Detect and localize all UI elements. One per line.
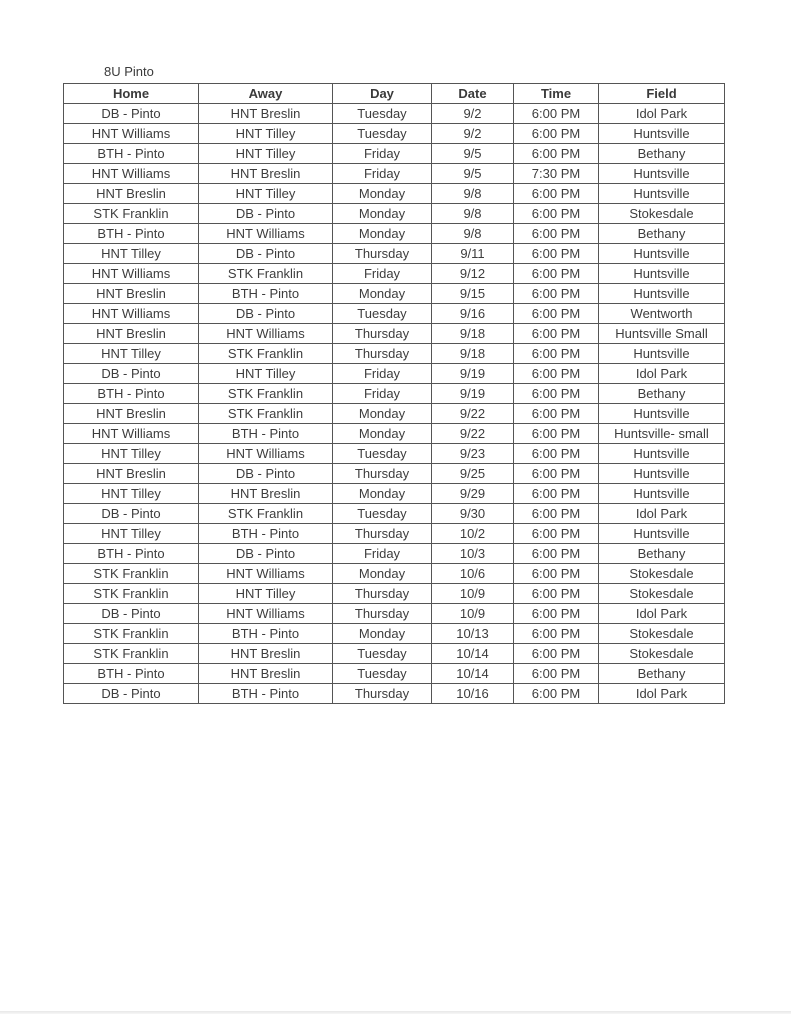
cell-home: BTH - Pinto: [64, 544, 199, 564]
table-row: [64, 404, 725, 424]
table-row: [64, 124, 725, 144]
cell-home: HNT Tilley: [64, 524, 199, 544]
cell-away: BTH - Pinto: [199, 284, 333, 304]
table-row: [64, 284, 725, 304]
cell-time: 6:00 PM: [514, 644, 599, 664]
cell-day: Monday: [333, 404, 432, 424]
cell-time: 7:30 PM: [514, 164, 599, 184]
cell-day: Friday: [333, 144, 432, 164]
cell-day: Thursday: [333, 324, 432, 344]
table-row: [64, 464, 725, 484]
table-row: [64, 324, 725, 344]
cell-field: Bethany: [599, 224, 725, 244]
cell-away: DB - Pinto: [199, 544, 333, 564]
cell-time: 6:00 PM: [514, 484, 599, 504]
cell-field: Bethany: [599, 544, 725, 564]
table-row: [64, 524, 725, 544]
cell-day: Tuesday: [333, 304, 432, 324]
cell-day: Friday: [333, 364, 432, 384]
cell-time: 6:00 PM: [514, 184, 599, 204]
cell-field: Stokesdale: [599, 564, 725, 584]
schedule-body: [64, 104, 725, 704]
cell-date: 9/2: [432, 124, 514, 144]
cell-field: Bethany: [599, 664, 725, 684]
cell-date: 9/11: [432, 244, 514, 264]
table-row: [64, 384, 725, 404]
cell-time: 6:00 PM: [514, 584, 599, 604]
table-row: [64, 504, 725, 524]
cell-date: 10/14: [432, 664, 514, 684]
cell-field: Idol Park: [599, 604, 725, 624]
cell-away: BTH - Pinto: [199, 524, 333, 544]
cell-away: HNT Williams: [199, 444, 333, 464]
cell-day: Friday: [333, 164, 432, 184]
cell-time: 6:00 PM: [514, 684, 599, 704]
cell-day: Thursday: [333, 344, 432, 364]
cell-away: HNT Breslin: [199, 484, 333, 504]
cell-away: HNT Tilley: [199, 364, 333, 384]
cell-away: STK Franklin: [199, 384, 333, 404]
cell-home: HNT Tilley: [64, 344, 199, 364]
schedule-table: [63, 83, 725, 704]
cell-away: HNT Breslin: [199, 644, 333, 664]
cell-day: Monday: [333, 564, 432, 584]
cell-time: 6:00 PM: [514, 564, 599, 584]
cell-away: HNT Williams: [199, 604, 333, 624]
cell-home: HNT Williams: [64, 424, 199, 444]
cell-time: 6:00 PM: [514, 384, 599, 404]
cell-home: HNT Williams: [64, 124, 199, 144]
cell-day: Monday: [333, 204, 432, 224]
cell-day: Friday: [333, 544, 432, 564]
cell-day: Tuesday: [333, 104, 432, 124]
cell-home: STK Franklin: [64, 204, 199, 224]
cell-day: Thursday: [333, 584, 432, 604]
cell-home: HNT Williams: [64, 164, 199, 184]
cell-home: HNT Breslin: [64, 464, 199, 484]
cell-field: Huntsville: [599, 484, 725, 504]
cell-home: HNT Tilley: [64, 444, 199, 464]
cell-field: Huntsville- small: [599, 424, 725, 444]
cell-away: HNT Tilley: [199, 184, 333, 204]
cell-date: 9/23: [432, 444, 514, 464]
cell-day: Tuesday: [333, 644, 432, 664]
cell-date: 9/19: [432, 384, 514, 404]
cell-field: Idol Park: [599, 104, 725, 124]
cell-home: BTH - Pinto: [64, 224, 199, 244]
header-field: Field: [599, 84, 725, 104]
cell-field: Idol Park: [599, 364, 725, 384]
cell-field: Idol Park: [599, 684, 725, 704]
cell-day: Monday: [333, 624, 432, 644]
cell-time: 6:00 PM: [514, 504, 599, 524]
cell-date: 9/19: [432, 364, 514, 384]
cell-home: DB - Pinto: [64, 104, 199, 124]
cell-away: HNT Breslin: [199, 164, 333, 184]
cell-field: Huntsville: [599, 404, 725, 424]
cell-home: STK Franklin: [64, 584, 199, 604]
cell-date: 9/8: [432, 184, 514, 204]
cell-home: HNT Breslin: [64, 404, 199, 424]
table-row: [64, 484, 725, 504]
cell-date: 10/14: [432, 644, 514, 664]
cell-away: STK Franklin: [199, 264, 333, 284]
cell-home: DB - Pinto: [64, 504, 199, 524]
cell-day: Friday: [333, 384, 432, 404]
cell-date: 9/5: [432, 144, 514, 164]
cell-time: 6:00 PM: [514, 624, 599, 644]
cell-field: Huntsville: [599, 524, 725, 544]
cell-time: 6:00 PM: [514, 544, 599, 564]
cell-field: Huntsville: [599, 464, 725, 484]
table-row: [64, 344, 725, 364]
table-row: [64, 584, 725, 604]
table-row: [64, 444, 725, 464]
cell-date: 9/2: [432, 104, 514, 124]
cell-date: 9/30: [432, 504, 514, 524]
header-date: Date: [432, 84, 514, 104]
cell-field: Huntsville: [599, 264, 725, 284]
cell-date: 10/9: [432, 604, 514, 624]
cell-time: 6:00 PM: [514, 124, 599, 144]
cell-time: 6:00 PM: [514, 464, 599, 484]
table-row: [64, 604, 725, 624]
cell-time: 6:00 PM: [514, 224, 599, 244]
cell-date: 9/25: [432, 464, 514, 484]
cell-home: BTH - Pinto: [64, 384, 199, 404]
cell-away: HNT Williams: [199, 224, 333, 244]
cell-date: 10/16: [432, 684, 514, 704]
cell-day: Monday: [333, 284, 432, 304]
cell-field: Bethany: [599, 144, 725, 164]
cell-home: STK Franklin: [64, 564, 199, 584]
cell-home: STK Franklin: [64, 624, 199, 644]
cell-day: Friday: [333, 264, 432, 284]
table-row: [64, 684, 725, 704]
cell-field: Huntsville: [599, 244, 725, 264]
header-day: Day: [333, 84, 432, 104]
table-row: [64, 224, 725, 244]
cell-time: 6:00 PM: [514, 144, 599, 164]
cell-time: 6:00 PM: [514, 664, 599, 684]
table-row: [64, 264, 725, 284]
cell-day: Thursday: [333, 464, 432, 484]
cell-home: HNT Williams: [64, 304, 199, 324]
cell-field: Stokesdale: [599, 584, 725, 604]
cell-home: HNT Williams: [64, 264, 199, 284]
cell-away: HNT Tilley: [199, 584, 333, 604]
cell-away: DB - Pinto: [199, 244, 333, 264]
cell-home: STK Franklin: [64, 644, 199, 664]
cell-date: 9/18: [432, 344, 514, 364]
cell-day: Tuesday: [333, 444, 432, 464]
cell-home: BTH - Pinto: [64, 144, 199, 164]
cell-field: Huntsville: [599, 444, 725, 464]
table-row: [64, 144, 725, 164]
table-row: [64, 244, 725, 264]
cell-day: Tuesday: [333, 124, 432, 144]
cell-field: Stokesdale: [599, 644, 725, 664]
cell-date: 10/2: [432, 524, 514, 544]
table-row: [64, 164, 725, 184]
cell-time: 6:00 PM: [514, 344, 599, 364]
cell-away: HNT Tilley: [199, 124, 333, 144]
cell-time: 6:00 PM: [514, 244, 599, 264]
table-row: [64, 664, 725, 684]
cell-date: 9/15: [432, 284, 514, 304]
cell-field: Huntsville Small: [599, 324, 725, 344]
cell-home: DB - Pinto: [64, 684, 199, 704]
cell-home: DB - Pinto: [64, 364, 199, 384]
cell-home: BTH - Pinto: [64, 664, 199, 684]
cell-date: 10/3: [432, 544, 514, 564]
cell-away: STK Franklin: [199, 344, 333, 364]
cell-date: 9/12: [432, 264, 514, 284]
cell-home: HNT Tilley: [64, 484, 199, 504]
cell-date: 10/6: [432, 564, 514, 584]
table-row: [64, 304, 725, 324]
cell-away: HNT Breslin: [199, 104, 333, 124]
cell-day: Thursday: [333, 244, 432, 264]
cell-day: Tuesday: [333, 664, 432, 684]
cell-field: Stokesdale: [599, 204, 725, 224]
cell-day: Monday: [333, 424, 432, 444]
cell-day: Monday: [333, 484, 432, 504]
cell-away: HNT Tilley: [199, 144, 333, 164]
cell-day: Monday: [333, 184, 432, 204]
table-row: [64, 544, 725, 564]
cell-time: 6:00 PM: [514, 204, 599, 224]
cell-field: Huntsville: [599, 124, 725, 144]
table-row: [64, 204, 725, 224]
cell-home: HNT Breslin: [64, 284, 199, 304]
cell-home: HNT Tilley: [64, 244, 199, 264]
cell-time: 6:00 PM: [514, 404, 599, 424]
cell-away: HNT Williams: [199, 324, 333, 344]
cell-field: Huntsville: [599, 184, 725, 204]
table-row: [64, 644, 725, 664]
cell-away: STK Franklin: [199, 504, 333, 524]
cell-day: Thursday: [333, 684, 432, 704]
cell-date: 9/5: [432, 164, 514, 184]
cell-time: 6:00 PM: [514, 444, 599, 464]
cell-time: 6:00 PM: [514, 364, 599, 384]
cell-day: Thursday: [333, 524, 432, 544]
cell-day: Thursday: [333, 604, 432, 624]
schedule-title: 8U Pinto: [104, 64, 154, 79]
cell-time: 6:00 PM: [514, 424, 599, 444]
cell-home: HNT Breslin: [64, 184, 199, 204]
cell-away: STK Franklin: [199, 404, 333, 424]
table-row: [64, 184, 725, 204]
cell-field: Idol Park: [599, 504, 725, 524]
table-row: [64, 104, 725, 124]
cell-time: 6:00 PM: [514, 324, 599, 344]
cell-time: 6:00 PM: [514, 524, 599, 544]
cell-date: 9/8: [432, 204, 514, 224]
cell-away: BTH - Pinto: [199, 424, 333, 444]
cell-date: 9/22: [432, 404, 514, 424]
header-row: [64, 84, 725, 104]
cell-away: HNT Breslin: [199, 664, 333, 684]
cell-date: 9/8: [432, 224, 514, 244]
cell-time: 6:00 PM: [514, 284, 599, 304]
header-home: Home: [64, 84, 199, 104]
cell-field: Bethany: [599, 384, 725, 404]
page-edge-shadow: [0, 1011, 791, 1014]
cell-date: 9/16: [432, 304, 514, 324]
cell-field: Huntsville: [599, 284, 725, 304]
cell-date: 9/18: [432, 324, 514, 344]
cell-field: Huntsville: [599, 344, 725, 364]
cell-away: BTH - Pinto: [199, 684, 333, 704]
header-away: Away: [199, 84, 333, 104]
cell-date: 10/9: [432, 584, 514, 604]
table-row: [64, 624, 725, 644]
cell-away: DB - Pinto: [199, 204, 333, 224]
cell-away: DB - Pinto: [199, 304, 333, 324]
table-row: [64, 424, 725, 444]
table-row: [64, 364, 725, 384]
cell-home: DB - Pinto: [64, 604, 199, 624]
header-time: Time: [514, 84, 599, 104]
cell-field: Huntsville: [599, 164, 725, 184]
cell-time: 6:00 PM: [514, 304, 599, 324]
cell-time: 6:00 PM: [514, 604, 599, 624]
cell-home: HNT Breslin: [64, 324, 199, 344]
cell-date: 9/22: [432, 424, 514, 444]
cell-away: DB - Pinto: [199, 464, 333, 484]
cell-day: Tuesday: [333, 504, 432, 524]
cell-date: 10/13: [432, 624, 514, 644]
cell-away: HNT Williams: [199, 564, 333, 584]
cell-field: Stokesdale: [599, 624, 725, 644]
table-row: [64, 564, 725, 584]
cell-time: 6:00 PM: [514, 104, 599, 124]
cell-day: Monday: [333, 224, 432, 244]
cell-away: BTH - Pinto: [199, 624, 333, 644]
cell-date: 9/29: [432, 484, 514, 504]
cell-time: 6:00 PM: [514, 264, 599, 284]
cell-field: Wentworth: [599, 304, 725, 324]
